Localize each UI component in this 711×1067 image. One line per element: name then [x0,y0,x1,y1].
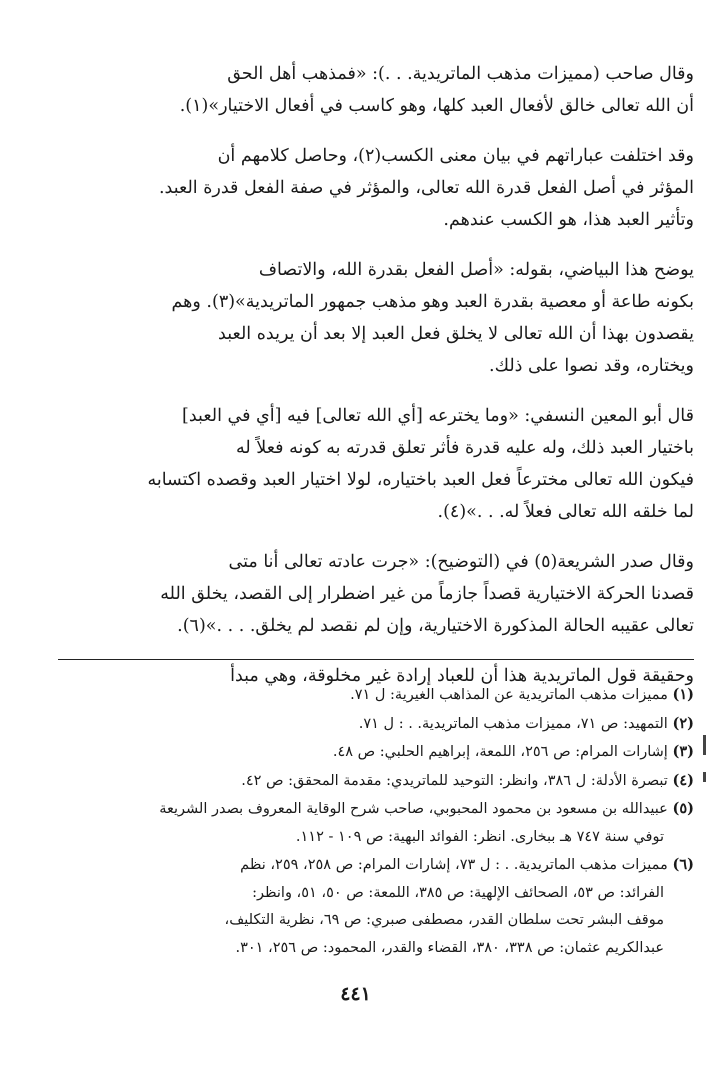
text-line: يقصدون بهذا أن الله تعالى لا يخلق فعل العبد إلا بعد أن يريده العبد [218,324,694,344]
paragraph [58,400,694,528]
text-line: أن الله تعالى خالق لأفعال العبد كلها، وهو كاسب في أفعال الاختيار»(١). [179,96,694,116]
main-text [58,58,694,710]
text-line: بكونه طاعة أو معصية بقدرة العبد وهو مذهب جمهور الماتريدية»(٣). وهم [171,292,694,312]
footnote-item [58,738,694,767]
footnote-item [58,795,694,851]
footnote-text: إشارات المرام: ص ٢٥٦، اللمعة، إبراهيم الحلبي: ص ٤٨. [332,744,668,760]
footnote-line [58,738,694,767]
footnote-item [58,681,694,710]
text-line: وقال صدر الشريعة(٥) في (التوضيح): «جرت عادته تعالى أنا متى [228,552,694,572]
text-line: يوضح هذا البياضي، بقوله: «أصل الفعل بقدرة الله، والاتصاف [258,260,694,280]
footnote-line [58,710,694,739]
scan-edge-mark [703,735,706,755]
text-line: باختيار العبد ذلك، وله عليه قدرة فأثر تعلق قدرته به كونه فعلاً له [236,438,694,458]
footnote-divider [58,659,694,660]
footnote-line: الفرائد: ص ٥٣، الصحائف الإلهية: ص ٣٨٥، اللمعة: ص ٥٠، ٥١، وانظر: [252,884,664,901]
footnote-line: توفي سنة ٧٤٧ هـ ببخارى. انظر: الفوائد البهية: ص ١٠٩ - ١١٢. [295,828,664,845]
footnote-number: (٤) [672,771,694,789]
paragraph [58,58,694,122]
text-line: وقال صاحب (مميزات مذهب الماتريدية. . .): «فمذهب أهل الحق [227,64,694,84]
text-line: لما خلقه الله تعالى فعلاً له. . .»(٤). [437,502,694,522]
scan-edge-mark [703,772,706,782]
footnote-text: تبصرة الأدلة: ل ٣٨٦، وانظر: التوحيد للماتريدي: مقدمة المحقق: ص ٤٢. [241,772,668,789]
footnote-line: عبدالكريم عثمان: ص ٣٣٨، ٣٨٠، القضاء والقدر، المحمود: ص ٢٥٦، ٣٠١. [235,939,664,956]
text-line: قصدنا الحركة الاختيارية قصداً جازماً من غير اضطرار إلى القصد، يخلق الله [160,584,694,604]
text-line: المؤثر في أصل الفعل قدرة الله تعالى، والمؤثر في صفة الفعل قدرة العبد. [158,178,694,198]
footnote-number: (٥) [672,800,694,817]
paragraph [58,140,694,236]
footnote-item [58,767,694,796]
footnote-line [58,851,694,880]
footnote-line [58,795,694,824]
footnote-line [58,767,694,796]
footnote-text: مميزات مذهب الماتريدية عن المذاهب الغيرية: ل ٧١. [350,687,668,703]
paragraph [58,546,694,642]
footnote-line [58,681,694,710]
footnotes [58,681,694,962]
text-line: تعالى عقيبه الحالة المذكورة الاختيارية، وإن لم نقصد لم يخلق. . . .»(٦). [177,616,694,636]
paragraph [58,254,694,382]
footnote-item [58,851,694,962]
footnote-line: موقف البشر تحت سلطان القدر، مصطفى صبري: ص ٦٩، نظرية التكليف، [224,912,664,928]
text-line: قال أبو المعين النسفي: «وما يخترعه [أي الله تعالى] فيه [أي في العبد] [182,406,694,426]
text-line: وحقيقة قول الماتريدية هذا أن للعباد إرادة غير مخلوقة، وهي مبدأ [230,666,694,686]
footnote-number: (٢) [672,714,694,732]
page-number: ٤٤١ [340,983,371,1005]
footnote-number: (١) [672,686,694,703]
text-line: ويختاره، وقد نصوا على ذلك. [489,356,694,376]
footnote-item [58,710,694,739]
footnote-text: التمهيد: ص ٧١، مميزات مذهب الماتريدية. . : ل ٧١. [358,715,668,732]
footnote-text: مميزات مذهب الماتريدية. . : ل ٧٣، إشارات المرام: ص ٢٥٨، ٢٥٩، نظم [240,857,668,873]
text-line: فيكون الله تعالى مخترعاً فعل العبد باختياره، لولا اختيار العبد وقصده اكتسابه [147,470,694,490]
footnote-text: عبيدالله بن مسعود بن محمود المحبوبي، صاحب شرح الوقاية المعروف بصدر الشريعة [159,801,668,817]
text-line: وتأثير العبد هذا، هو الكسب عندهم. [443,210,694,230]
text-line: وقد اختلفت عباراتهم في بيان معنى الكسب(٢)، وحاصل كلامهم أن [217,146,694,166]
footnote-number: (٣) [672,743,694,760]
footnote-number: (٦) [672,856,694,873]
